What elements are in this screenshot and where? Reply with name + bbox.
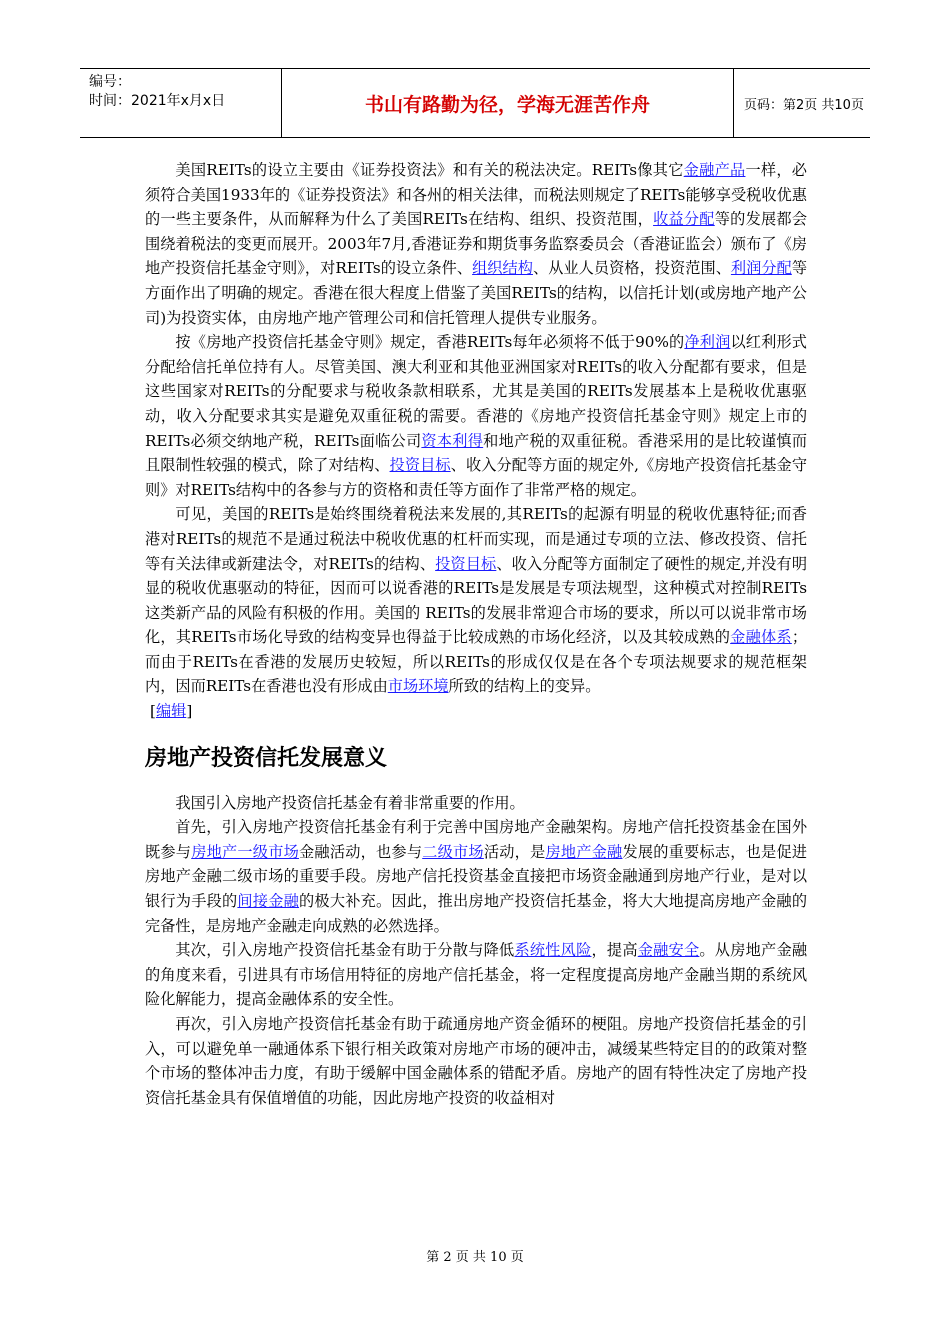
hyperlink[interactable]: 房地产一级市场 — [191, 842, 300, 861]
text-run: ；而由于REITs在香港的发展历史较短，所以REITs的形成仅仅是在各个专项法规要求的规范框架内，因而REITs在香港也没有形成由 — [145, 628, 808, 696]
text-run: 其次，引入房地产投资信托基金有助于分散与降低 — [175, 941, 515, 960]
text-run: 我国引入房地产投资信托基金有着非常重要的作用。 — [175, 793, 525, 812]
paragraph — [145, 502, 807, 699]
text-run: 等方面作出了明确的规定。香港在很大程度上借鉴了美国REITs的结构，以信托计划(或房地产地产公司)为投资实体，由房地产地产管理公司和信托管理人提供专业服务。 — [145, 259, 808, 327]
hyperlink[interactable]: 投资目标 — [389, 456, 451, 475]
paragraph — [145, 330, 807, 502]
hyperlink[interactable]: 间接金融 — [237, 892, 300, 911]
text-run: 、收入分配等方面的规定外,《房地产投资信托基金守则》对REITs结构中的各参与方的资格和责任等方面作了非常严格的规定。 — [145, 456, 808, 499]
text-run: 一样，必须符合美国1933年的《证券投资法》和各州的相关法律，而税法则规定了REITs能够享受税收优惠的一些主要条件，从而解释为什么了美国REITs在结构、组织、投资范围， — [145, 161, 807, 229]
page-footer: 第 2 页 共 10 页 — [426, 1250, 524, 1265]
edit-link-wrapper: [编辑] — [150, 702, 193, 721]
text-run: 再次，引入房地产投资信托基金有助于疏通房地产资金循环的梗阻。房地产投资信托基金的引入，可以避免单一融通体系下银行相关政策对房地产市场的硬冲击，减缓某些特定目的的政策对整个市场的整体冲击力度，有助于缓解中国金融体系的错配矛盾。房地产的固有特性决定了房地产投资信托基金具有保值增值的功能，因此房地产投资的收益相对 — [145, 1015, 807, 1107]
paragraph — [145, 1012, 807, 1110]
paragraph — [145, 938, 807, 1012]
page-header — [80, 68, 870, 138]
hyperlink[interactable]: 收益分配 — [653, 210, 715, 229]
document-body — [145, 158, 807, 1110]
paragraph — [145, 815, 807, 938]
text-run: 的极大补充。因此，推出房地产投资信托基金，将大大地提高房地产金融的完备性，是房地产金融走向成熟的必然选择。 — [145, 892, 808, 935]
hyperlink[interactable]: 市场环境 — [387, 677, 449, 696]
text-run: 所致的结构上的变异。 — [448, 677, 601, 696]
text-run: 金融活动，也参与 — [299, 842, 423, 861]
text-run: 、收入分配等方面制定了硬性的规定,并没有明显的税收优惠驱动的特征，因而可以说香港的REITs是发展是专项法规型，这种模式对控制REITs这类新产品的风险有积极的作用。美国的 REITs的发展非常迎合市场的要求，所以可以说非常市场化，其REITs市场化导致的结构变异也得益于比较成熟的市场化经济，以及其较成熟的 — [145, 554, 808, 647]
text-run: ，提高 — [591, 941, 638, 960]
text-run: 首先，引入房地产投资信托基金有利于完善中国房地产金融架构。房地产信托投资基金在国外既参与 — [145, 818, 807, 861]
hyperlink[interactable]: 二级市场 — [422, 842, 484, 861]
hyperlink[interactable]: 资本利得 — [421, 431, 484, 450]
text-run: 和地产税的双重征税。香港采用的是比较谨慎而且限制性较强的模式，除了对结构、 — [145, 431, 808, 475]
text-run: 。从房地产金融的角度来看，引进具有市场信用特征的房地产信托基金，将一定程度提高房地产金融当期的系统风险化解能力，提高金融体系的安全性。 — [145, 941, 808, 1009]
hyperlink[interactable]: 房地产金融 — [545, 842, 623, 861]
section-heading: 房地产投资信托发展意义 — [145, 745, 388, 771]
hyperlink[interactable]: 金融产品 — [683, 161, 746, 179]
header-page-label: 页码：第2页 共10页 — [744, 97, 864, 113]
hyperlink[interactable]: 组织结构 — [472, 259, 533, 278]
hyperlink[interactable]: 金融安全 — [637, 941, 700, 960]
text-run: 按《房地产投资信托基金守则》规定，香港REITs每年必须将不低于90%的 — [175, 333, 685, 352]
hyperlink[interactable]: 系统性风险 — [514, 941, 592, 960]
hyperlink[interactable]: 利润分配 — [730, 259, 792, 278]
header-motto: 书山有路勤为径，学海无涯苦作舟 — [282, 69, 734, 137]
text-run: 活动，是 — [483, 842, 546, 861]
section-reits-comparison — [145, 158, 807, 699]
hyperlink[interactable]: 投资目标 — [435, 554, 497, 573]
hyperlink[interactable]: 净利润 — [684, 333, 731, 352]
paragraph — [145, 791, 807, 816]
paragraph — [145, 158, 807, 330]
header-meta — [80, 69, 282, 137]
text-run: 、从业人员资格，投资范围、 — [532, 259, 731, 278]
text-run: 可见，美国的REITs是始终围绕着税法来发展的,其REITs的起源有明显的税收优惠特征;而香港对REITs的规范不是通过税法中税收优惠的杠杆而实现，而是通过专项的立法、修改投资、信托等有关法律或新建法令，对REITs的结构、 — [145, 505, 807, 573]
date-label: 时间：2021年x月x日 — [89, 93, 226, 109]
section-significance — [145, 791, 807, 1111]
text-run: 发展的重要标志，也是促进房地产金融二级市场的重要手段。房地产信托投资基金直接把市场资金融通到房地产行业，是对以银行为手段的 — [145, 842, 808, 911]
text-run: 美国REITs的设立主要由《证券投资法》和有关的税法决定。REITs像其它 — [175, 161, 684, 179]
edit-link[interactable]: 编辑 — [155, 702, 187, 721]
hyperlink[interactable]: 金融体系 — [730, 628, 792, 647]
text-run: 等的发展都会围绕着税法的变更而展开。2003年7月,香港证券和期货事务监察委员会（香港证监会）颁布了《房地产投资信托基金守则》，对REITs的设立条件、 — [145, 210, 808, 278]
number-label: 编号： — [89, 74, 131, 90]
text-run: 以红利形式分配给信托单位持有人。尽管美国、澳大利亚和其他亚洲国家对REITs的收入分配都有要求，但是这些国家对REITs的分配要求与税收条款相联系，尤其是美国的REITs发展基本上是税收优惠驱动，收入分配要求其实是避免双重征税的需要。香港的《房地产投资信托基金守则》规定上市的REITs必须交纳地产税，REITs面临公司 — [145, 333, 807, 450]
